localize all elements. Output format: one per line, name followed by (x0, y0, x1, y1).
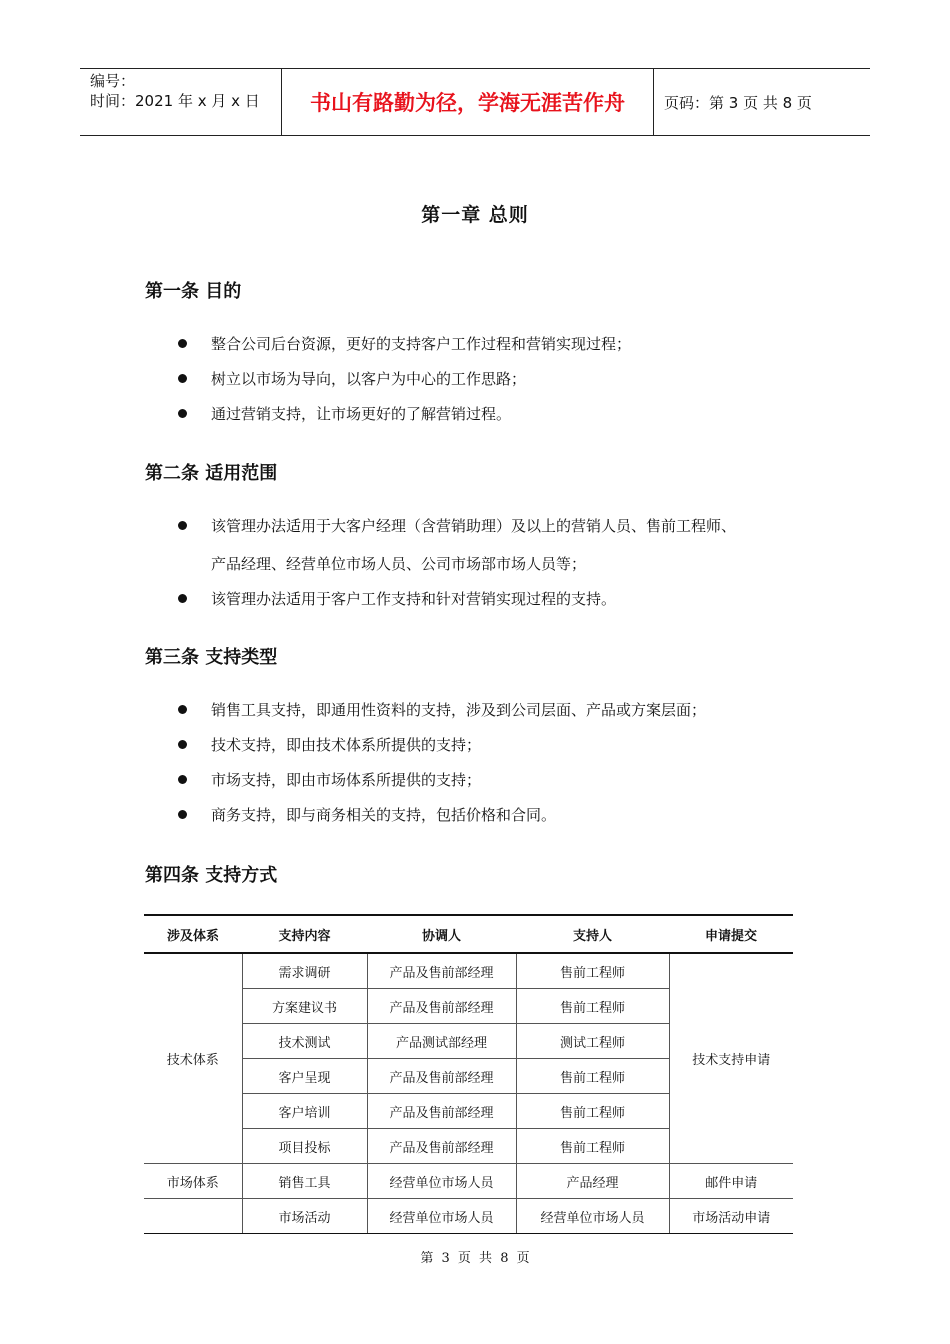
table-cell: 售前工程师 (516, 1129, 669, 1164)
table-cell: 方案建议书 (242, 989, 367, 1024)
list-item: 销售工具支持，即通用性资料的支持，涉及到公司层面、产品或方案层面； (178, 700, 706, 720)
article-title: 第四条 支持方式 (145, 865, 278, 886)
list-item-continuation: 产品经理、经营单位市场人员、公司市场部市场人员等； (211, 555, 587, 573)
table-cell: 经营单位市场人员 (367, 1199, 516, 1234)
bullet-icon (178, 810, 187, 819)
list-item: 市场支持，即由市场体系所提供的支持； (178, 770, 481, 790)
table-cell: 需求调研 (242, 953, 367, 989)
bullet-icon (178, 740, 187, 749)
column-header: 支持内容 (242, 915, 367, 953)
column-header: 申请提交 (669, 915, 793, 953)
date-label: 时间：2021 年 x 月 x 日 (90, 92, 260, 110)
table-cell: 技术测试 (242, 1024, 367, 1059)
table-cell: 项目投标 (242, 1129, 367, 1164)
article-title: 第三条 支持类型 (145, 647, 278, 668)
header-page-info: 页码：第 3 页 共 8 页 (664, 93, 812, 112)
bullet-icon (178, 339, 187, 348)
table-cell: 售前工程师 (516, 953, 669, 989)
table-cell: 产品及售前部经理 (367, 953, 516, 989)
list-item: 通过营销支持，让市场更好的了解营销过程。 (178, 404, 511, 424)
table-cell: 销售工具 (242, 1164, 367, 1199)
header-motto: 书山有路勤为径，学海无涯苦作舟 (282, 69, 654, 135)
table-row (144, 1199, 793, 1234)
list-item: 树立以市场为导向，以客户为中心的工作思路； (178, 369, 526, 389)
table-cell: 邮件申请 (669, 1164, 793, 1199)
list-item: 整合公司后台资源，更好的支持客户工作过程和营销实现过程； (178, 334, 631, 354)
table-cell: 售前工程师 (516, 1094, 669, 1129)
table-cell: 产品及售前部经理 (367, 1094, 516, 1129)
table-cell: 产品及售前部经理 (367, 1059, 516, 1094)
header-meta (80, 69, 282, 135)
list-item: 商务支持，即与商务相关的支持，包括价格和合同。 (178, 805, 556, 825)
table-cell (144, 1199, 242, 1234)
column-header: 协调人 (367, 915, 516, 953)
table-cell: 经营单位市场人员 (516, 1199, 669, 1234)
chapter-title: 第一章 总则 (421, 204, 529, 226)
bullet-icon (178, 775, 187, 784)
article-title: 第二条 适用范围 (145, 463, 278, 484)
page-footer: 第 3 页 共 8 页 (420, 1251, 530, 1266)
bullet-icon (178, 521, 187, 530)
table-row (144, 953, 793, 989)
table-cell: 产品测试部经理 (367, 1024, 516, 1059)
page-header (80, 68, 870, 136)
table-cell: 市场活动 (242, 1199, 367, 1234)
list-item: 该管理办法适用于大客户经理（含营销助理）及以上的营销人员、售前工程师、 (178, 516, 736, 536)
table-cell: 客户呈现 (242, 1059, 367, 1094)
bullet-icon (178, 409, 187, 418)
table-cell: 经营单位市场人员 (367, 1164, 516, 1199)
column-header: 支持人 (516, 915, 669, 953)
column-header: 涉及体系 (144, 915, 242, 953)
table-cell: 技术支持申请 (669, 953, 793, 1164)
table-cell: 产品及售前部经理 (367, 989, 516, 1024)
table-cell: 市场活动申请 (669, 1199, 793, 1234)
table-cell: 市场体系 (144, 1164, 242, 1199)
bullet-icon (178, 705, 187, 714)
list-item: 技术支持，即由技术体系所提供的支持； (178, 735, 481, 755)
table-cell: 测试工程师 (516, 1024, 669, 1059)
bullet-icon (178, 374, 187, 383)
table-cell: 售前工程师 (516, 1059, 669, 1094)
number-label: 编号： (90, 72, 136, 90)
table-cell: 产品及售前部经理 (367, 1129, 516, 1164)
support-table (144, 914, 793, 1234)
table-cell: 产品经理 (516, 1164, 669, 1199)
article-title: 第一条 目的 (145, 281, 242, 302)
table-header-row (144, 915, 793, 953)
table-row (144, 1164, 793, 1199)
table-cell: 技术体系 (144, 953, 242, 1164)
table-cell: 售前工程师 (516, 989, 669, 1024)
list-item: 该管理办法适用于客户工作支持和针对营销实现过程的支持。 (178, 589, 616, 609)
table-cell: 客户培训 (242, 1094, 367, 1129)
bullet-icon (178, 594, 187, 603)
